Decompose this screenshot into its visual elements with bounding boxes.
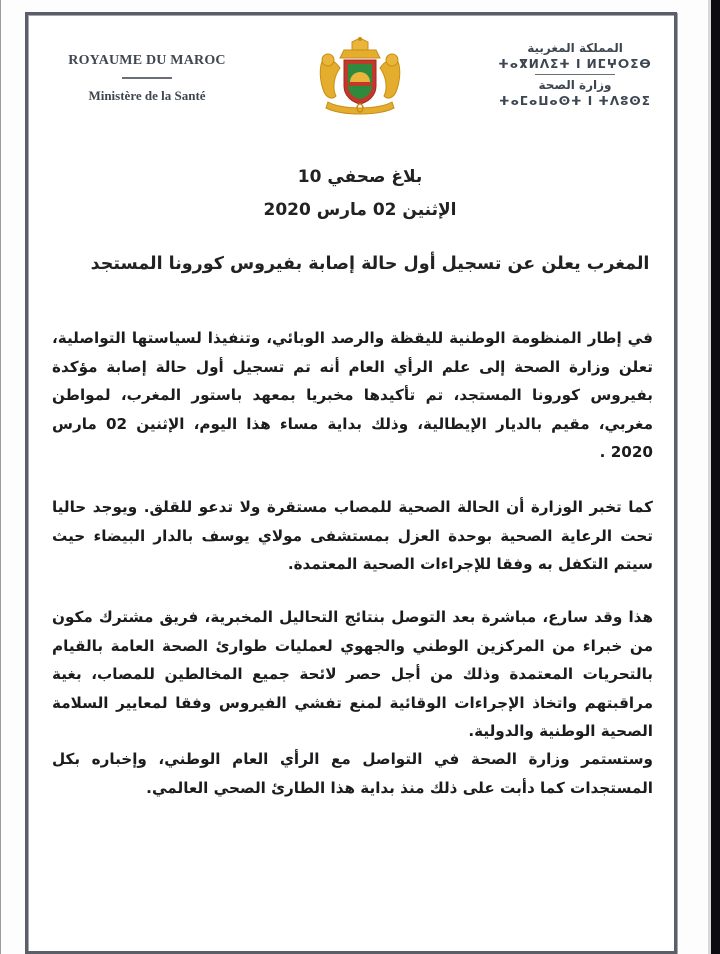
country-name-ar: المملكة المغربية <box>527 41 623 55</box>
ministry-name-tifinagh: ⵜⴰⵎⴰⵡⴰⵙⵜ ⵏ ⵜⴷⵓⵙⵉ <box>499 94 651 108</box>
press-release-title: المغرب يعلن عن تسجيل أول حالة إصابة بفيروس كورونا المستجد <box>90 254 650 274</box>
country-name-fr: ROYAUME DU MAROC <box>68 53 226 68</box>
header-right-divider <box>535 74 615 75</box>
scan-edge-left <box>0 0 1 954</box>
header-left-french <box>42 53 252 104</box>
document-page-frame <box>25 12 677 954</box>
country-name-tifinagh: ⵜⴰⴳⵍⴷⵉⵜ ⵏ ⵍⵎⵖⵔⵉⴱ <box>498 57 652 71</box>
ministry-name-fr: Ministère de la Santé <box>88 88 206 103</box>
coat-of-arms-icon <box>314 36 406 120</box>
press-release-date: الإثنين 02 مارس 2020 <box>263 200 457 220</box>
body-paragraph: هذا وقد سارع، مباشرة بعد التوصل بنتائج التحاليل المخبرية، فريق مشترك مكون من خبراء من المركزين الوطني والجهوي لعمليات طوارئ الصحة العامة بالقيام بالتحريات المعتمدة وذلك من أجل حصر لائحة جميع المخالطين للمصاب، بغية مراقبتهم واتخاذ الإجراءات الوقائية لمنع تفشي الفيروس وفقا لمعايير السلامة الصحية الوطنية والدولية. <box>52 608 653 740</box>
body-paragraph: كما تخبر الوزارة أن الحالة الصحية للمصاب مستقرة ولا تدعو للقلق. ويوجد حاليا تحت الرعاية الصحية بوحدة العزل بمستشفى مولاي يوسف بالدار البيضاء حيث سيتم التكفل به وفقا للإجراءات الصحية المعتمدة. <box>52 498 653 573</box>
ministry-name-ar: وزارة الصحة <box>538 78 612 92</box>
header-right-arabic-tifinagh <box>470 40 680 110</box>
body-paragraph: وستستمر وزارة الصحة في التواصل مع الرأي العام الوطني، وإخباره بكل المستجدات كما دأبت على ذلك منذ بداية هذا الطارئ الصحي العالمي. <box>52 750 653 797</box>
body-paragraph: في إطار المنظومة الوطنية لليقظة والرصد الوبائي، وتنفيذا لسياستها التواصلية، تعلن وزارة الصحة إلى علم الرأي العام أنه تم تسجيل أول حالة إصابة مؤكدة بفيروس كورونا المستجد، تم تأكيدها مخبريا بمعهد باستور المغرب، لمواطن مغربي، مقيم بالديار الإيطالية، وذلك بداية مساء هذا اليوم، الإثنين 02 مارس 2020 . <box>52 329 654 461</box>
press-release-number: بلاغ صحفي 10 <box>297 167 423 187</box>
header-left-divider <box>122 77 172 79</box>
scan-edge-right-dark <box>711 0 720 954</box>
